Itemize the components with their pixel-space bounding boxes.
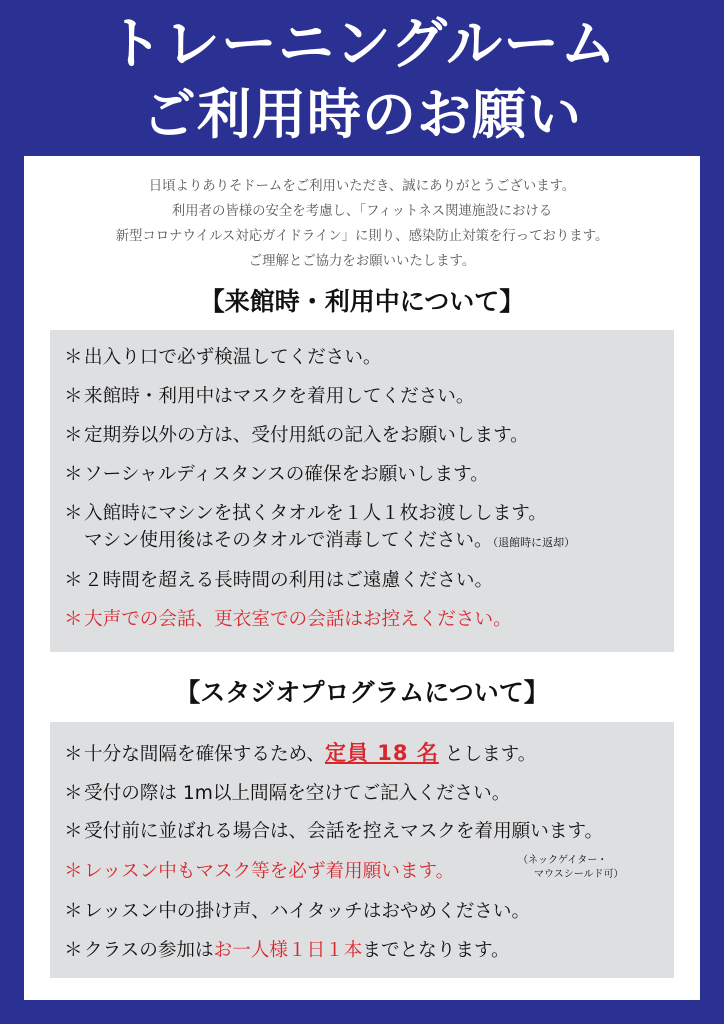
rule-item [64,424,666,448]
rule-item-warning [64,608,666,632]
asterisk-icon: ＊ [64,783,83,804]
asterisk-icon: ＊ [64,940,83,961]
rule-item [64,463,666,487]
rule-item [64,820,666,844]
asterisk-icon: ＊ [64,609,83,630]
asterisk-icon: ＊ [64,425,83,446]
rule-item [64,502,666,526]
asterisk-icon: ＊ [64,901,83,922]
rule-item [64,782,666,806]
rule-item [64,900,666,924]
content-panel [24,156,700,1000]
rule-text: ソーシャルディスタンスの確保をお願いします。 [84,464,489,485]
asterisk-icon: ＊ [64,744,83,765]
capacity-highlight: 定員 18 名 [324,741,439,765]
asterisk-icon: ＊ [64,464,83,485]
rule-item [64,385,666,409]
asterisk-icon: ＊ [64,861,83,882]
rule-note: （ネックゲイター・ [518,855,608,866]
rule-text: 来館時・利用中はマスクを着用してください。 [84,386,475,407]
rule-text: 受付前に並ばれる場合は、会話を控えマスクを着用願います。 [84,821,604,842]
rule-text: クラスの参加は [84,940,214,961]
rule-text: 入館時にマシンを拭くタオルを１人１枚お渡しします。 [84,503,547,524]
rules-box-visit [50,330,674,652]
title-line-2: ご利用時のお願い [142,83,582,146]
rule-text: とします。 [444,744,537,765]
rule-item-continued [84,529,666,553]
rules-box-studio [50,722,674,978]
intro-text [24,174,700,274]
rule-text: 定期券以外の方は、受付用紙の記入をお願いします。 [84,425,529,446]
rule-item [64,346,666,370]
asterisk-icon: ＊ [64,570,83,591]
rule-item [64,939,666,963]
intro-line: ご理解とご協力をお願いいたします。 [248,254,476,269]
rule-text: マシン使用後はそのタオルで消毒してください。 [84,530,493,551]
asterisk-icon: ＊ [64,386,83,407]
asterisk-icon: ＊ [64,347,83,368]
asterisk-icon: ＊ [64,503,83,524]
rule-text: までとなります。 [362,940,510,961]
rule-text: 出入り口で必ず検温してください。 [84,347,382,368]
rule-note: （退館時に返却） [492,536,576,549]
rule-item [64,741,666,767]
section-heading-studio: 【スタジオプログラムについて】 [175,678,549,707]
rule-text: ２時間を超える長時間の利用はご遠慮ください。 [84,570,494,591]
title-line-1: トレーニングルーム [106,12,618,77]
rule-text: 十分な間隔を確保するため、 [84,744,325,765]
intro-line: 利用者の皆様の安全を考慮し、「フィットネス関連施設における [171,204,553,219]
rule-note: マウスシールド可） [534,869,624,880]
asterisk-icon: ＊ [64,821,83,842]
poster-title [0,0,724,160]
intro-line: 新型コロナウイルス対応ガイドライン」に則り、感染防止対策を行っております。 [115,229,609,244]
rule-text-highlight: お一人様１日１本 [213,940,363,961]
intro-line: 日頃よりありそドームをご利用いただき、誠にありがとうございます。 [148,179,576,194]
rule-text: 大声での会話、更衣室での会話はお控えください。 [84,609,512,630]
section-heading-visit: 【来館時・利用中について】 [199,287,525,316]
rule-item [64,569,666,593]
rule-text: レッスン中の掛け声、ハイタッチはおやめください。 [84,901,531,922]
rule-text: レッスン中もマスク等を必ず着用願います。 [84,861,455,882]
rule-text: 受付の際は 1m以上間隔を空けてご記入ください。 [84,783,511,804]
